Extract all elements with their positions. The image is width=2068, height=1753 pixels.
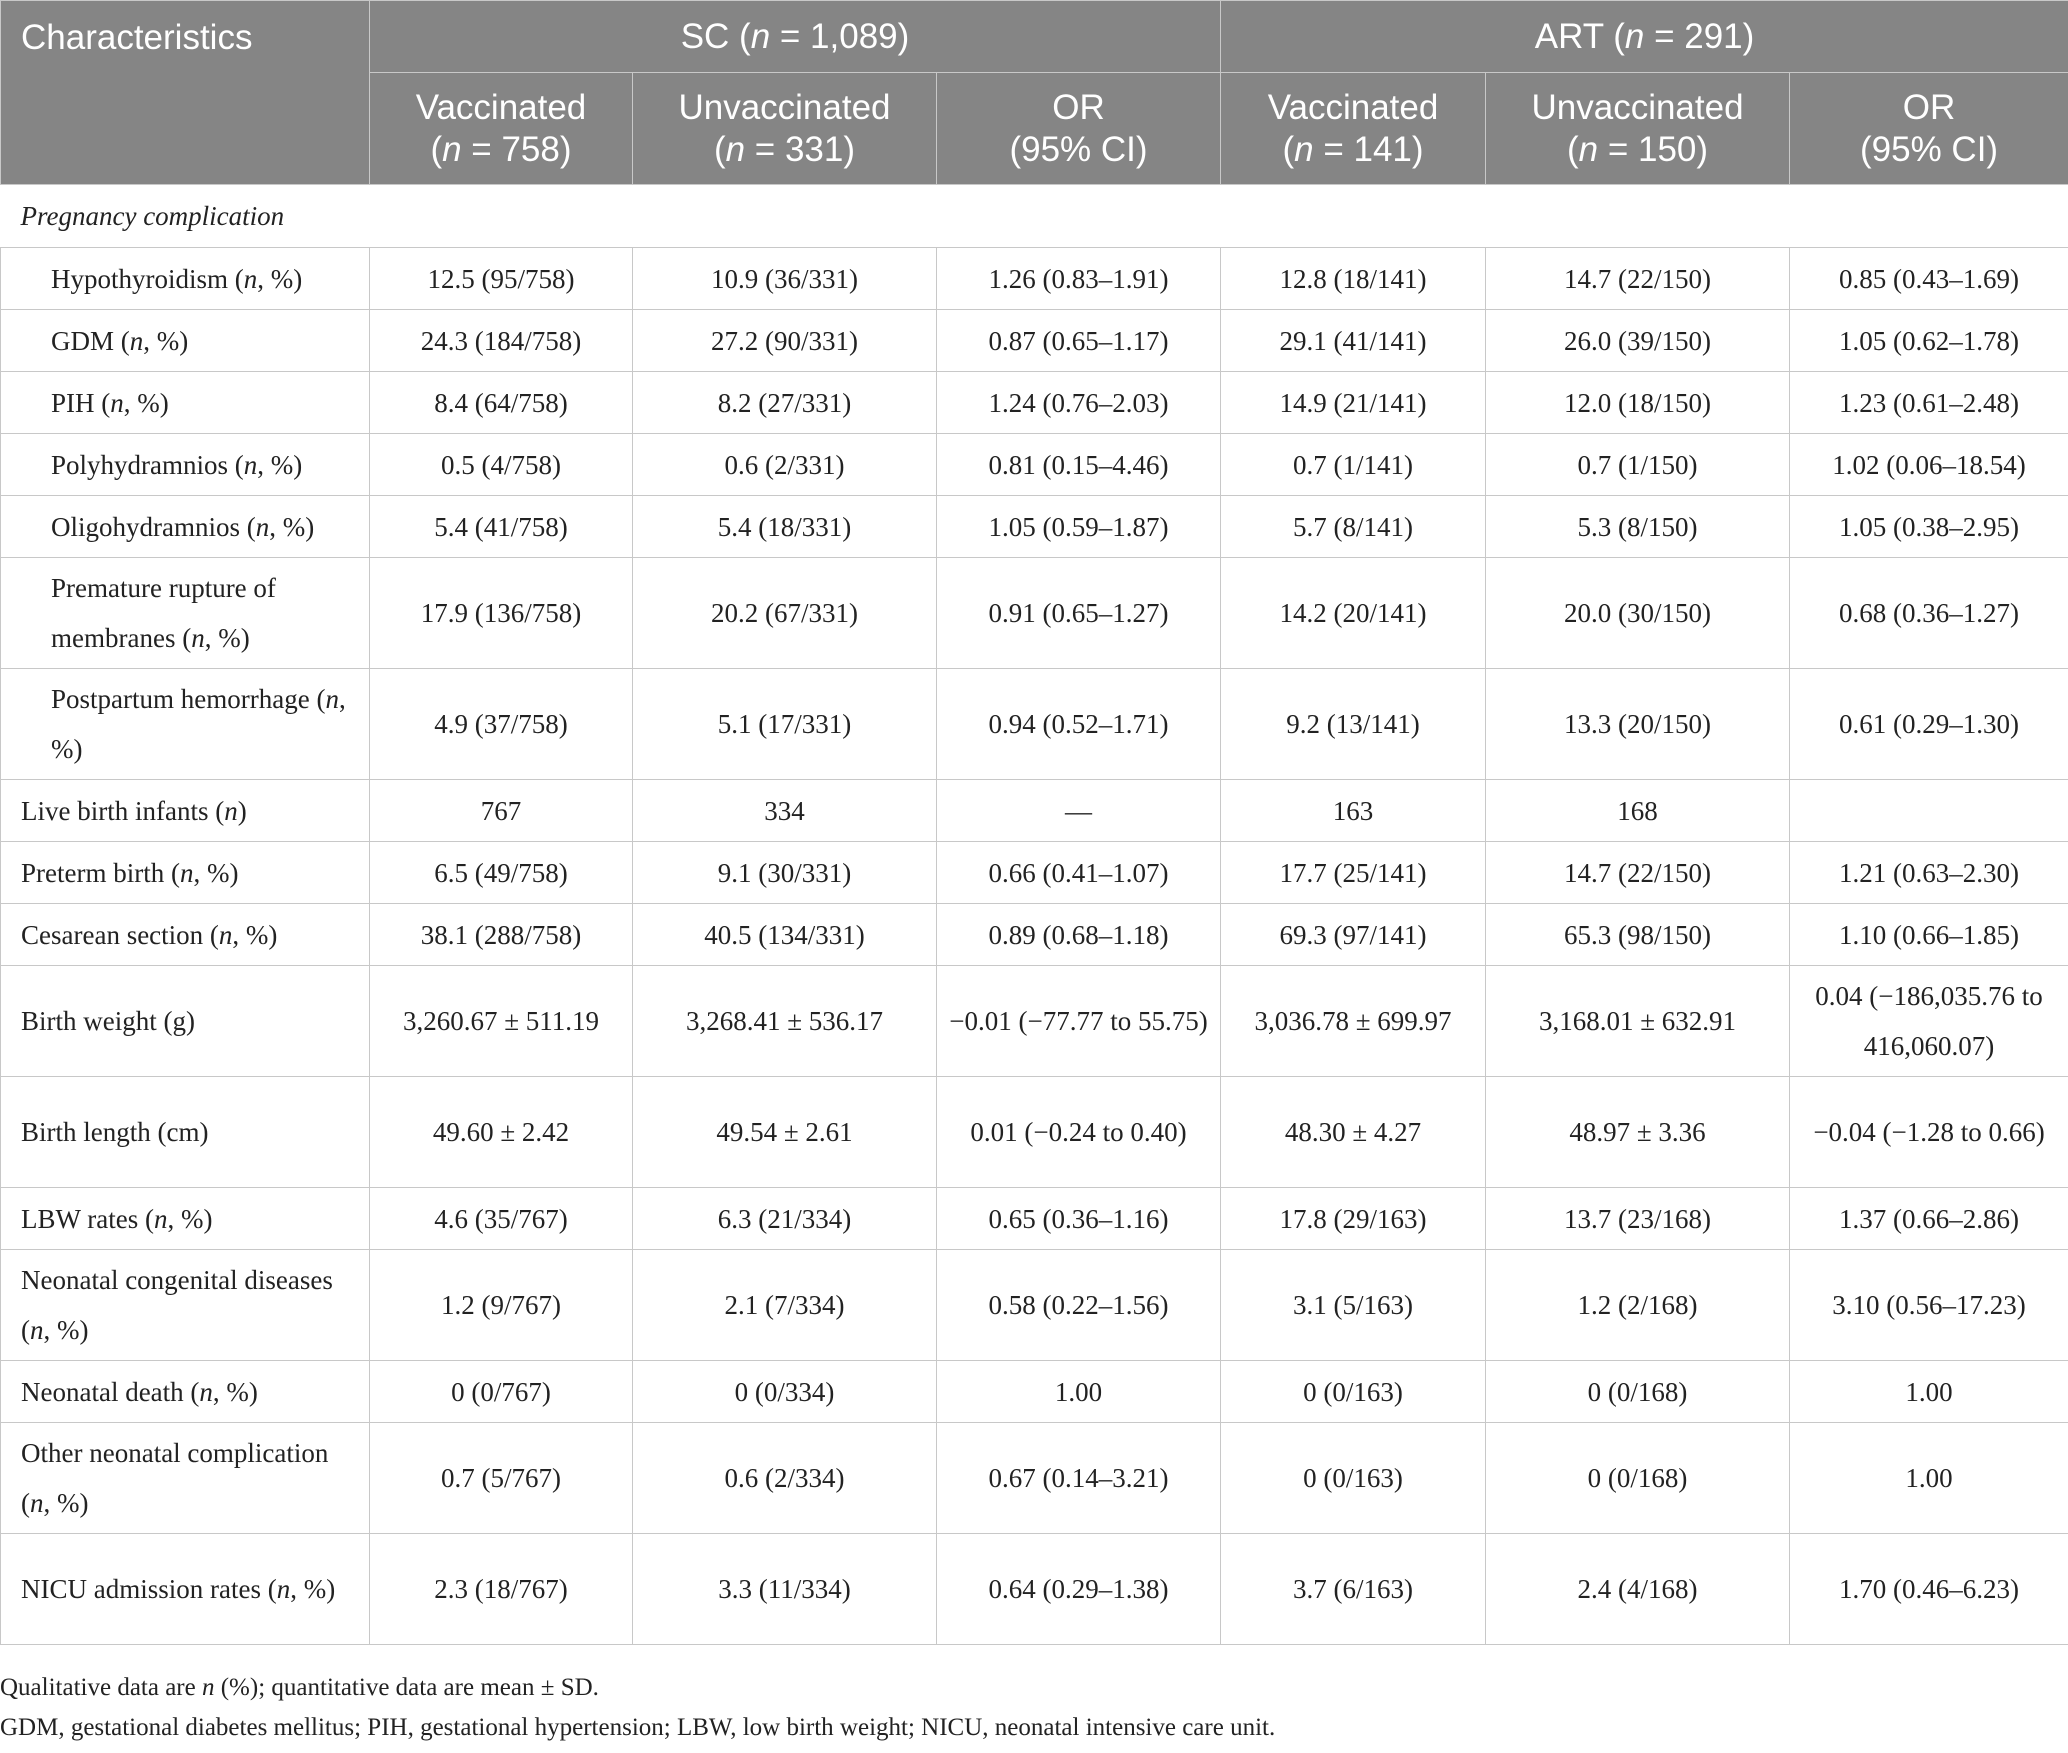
table-cell: 0 (0/163): [1221, 1423, 1486, 1534]
table-cell: 0 (0/334): [633, 1361, 937, 1423]
table-cell: 0.64 (0.29–1.38): [937, 1534, 1221, 1645]
table-row: [1, 310, 2068, 372]
row-label: Hypothyroidism (n, %): [1, 248, 370, 310]
table-cell: 17.8 (29/163): [1221, 1188, 1486, 1250]
table-body: [1, 185, 2068, 1645]
table-cell: 20.2 (67/331): [633, 558, 937, 669]
table-row: [1, 1188, 2068, 1250]
footnote-1: Qualitative data are n (%); quantitative data are mean ± SD.: [0, 1674, 599, 1701]
table-row: [1, 1077, 2068, 1188]
row-label: Cesarean section (n, %): [1, 904, 370, 966]
table-cell: 1.00: [1790, 1423, 2068, 1534]
table-row: [1, 966, 2068, 1077]
header-group-art: ART (n = 291): [1221, 1, 2068, 73]
table-cell: 0.7 (1/150): [1486, 434, 1790, 496]
table-cell: 5.3 (8/150): [1486, 496, 1790, 558]
table-cell: 1.2 (9/767): [370, 1250, 633, 1361]
table-cell: 26.0 (39/150): [1486, 310, 1790, 372]
table-cell: 0.66 (0.41–1.07): [937, 842, 1221, 904]
row-label: Postpartum hemorrhage (n, %): [1, 669, 370, 780]
table-cell: 1.10 (0.66–1.85): [1790, 904, 2068, 966]
table-cell: −0.04 (−1.28 to 0.66): [1790, 1077, 2068, 1188]
table-cell: 1.00: [1790, 1361, 2068, 1423]
table-cell: 3,260.67 ± 511.19: [370, 966, 633, 1077]
table-cell: 0.81 (0.15–4.46): [937, 434, 1221, 496]
table-cell: 0.58 (0.22–1.56): [937, 1250, 1221, 1361]
table-cell: 12.8 (18/141): [1221, 248, 1486, 310]
table-cell: 0.89 (0.68–1.18): [937, 904, 1221, 966]
table-row: [1, 1361, 2068, 1423]
row-label: Preterm birth (n, %): [1, 842, 370, 904]
table-cell: 168: [1486, 780, 1790, 842]
table-cell: 8.4 (64/758): [370, 372, 633, 434]
table-cell: 0 (0/767): [370, 1361, 633, 1423]
table-cell: 17.9 (136/758): [370, 558, 633, 669]
table-cell: 12.5 (95/758): [370, 248, 633, 310]
table-cell: 767: [370, 780, 633, 842]
table-row: [1, 842, 2068, 904]
table-cell: 0.5 (4/758): [370, 434, 633, 496]
table-row: [1, 1423, 2068, 1534]
table-footnotes: [0, 1668, 2068, 1748]
table-row: [1, 669, 2068, 780]
table-cell: 14.7 (22/150): [1486, 842, 1790, 904]
table-cell: 49.54 ± 2.61: [633, 1077, 937, 1188]
table-cell: 17.7 (25/141): [1221, 842, 1486, 904]
table-cell: 6.3 (21/334): [633, 1188, 937, 1250]
table-cell: 14.2 (20/141): [1221, 558, 1486, 669]
table-cell: 3,168.01 ± 632.91: [1486, 966, 1790, 1077]
header-subcol-0: Vaccinated (n = 758): [370, 73, 633, 185]
row-label: Polyhydramnios (n, %): [1, 434, 370, 496]
header-subcol-1: Unvaccinated (n = 331): [633, 73, 937, 185]
table-cell: −0.01 (−77.77 to 55.75): [937, 966, 1221, 1077]
table-cell: 0.67 (0.14–3.21): [937, 1423, 1221, 1534]
table-row: [1, 1534, 2068, 1645]
table-row: [1, 372, 2068, 434]
table-row: [1, 434, 2068, 496]
table-cell: 6.5 (49/758): [370, 842, 633, 904]
table-cell: 13.3 (20/150): [1486, 669, 1790, 780]
table-cell: 5.1 (17/331): [633, 669, 937, 780]
table-cell: 1.26 (0.83–1.91): [937, 248, 1221, 310]
table-cell: 9.1 (30/331): [633, 842, 937, 904]
row-label: GDM (n, %): [1, 310, 370, 372]
table-cell: 0.85 (0.43–1.69): [1790, 248, 2068, 310]
table-cell: 1.2 (2/168): [1486, 1250, 1790, 1361]
table-cell: 0 (0/168): [1486, 1361, 1790, 1423]
row-label: Birth length (cm): [1, 1077, 370, 1188]
header-subcol-3: Vaccinated (n = 141): [1221, 73, 1486, 185]
table-cell: 38.1 (288/758): [370, 904, 633, 966]
table-cell: 2.4 (4/168): [1486, 1534, 1790, 1645]
row-label: Premature rupture of membranes (n, %): [1, 558, 370, 669]
table-cell: 48.30 ± 4.27: [1221, 1077, 1486, 1188]
table-cell: 1.21 (0.63–2.30): [1790, 842, 2068, 904]
table-cell: 1.05 (0.62–1.78): [1790, 310, 2068, 372]
row-label: Neonatal death (n, %): [1, 1361, 370, 1423]
header-characteristics: Characteristics: [1, 1, 370, 185]
table-cell: 0.61 (0.29–1.30): [1790, 669, 2068, 780]
section-label: Pregnancy complication: [1, 185, 2068, 248]
table-cell: 13.7 (23/168): [1486, 1188, 1790, 1250]
table-cell: 14.9 (21/141): [1221, 372, 1486, 434]
table-cell: 0 (0/163): [1221, 1361, 1486, 1423]
table-cell: —: [937, 780, 1221, 842]
table-cell: 40.5 (134/331): [633, 904, 937, 966]
table-cell: 163: [1221, 780, 1486, 842]
table-cell: 1.00: [937, 1361, 1221, 1423]
table-cell: 65.3 (98/150): [1486, 904, 1790, 966]
table-cell: 3.1 (5/163): [1221, 1250, 1486, 1361]
table-cell: 5.4 (18/331): [633, 496, 937, 558]
table-cell: 0.91 (0.65–1.27): [937, 558, 1221, 669]
table-cell: 2.3 (18/767): [370, 1534, 633, 1645]
table-cell: 1.05 (0.38–2.95): [1790, 496, 2068, 558]
table-cell: 0.65 (0.36–1.16): [937, 1188, 1221, 1250]
table-cell: 49.60 ± 2.42: [370, 1077, 633, 1188]
table-row: [1, 558, 2068, 669]
row-label: LBW rates (n, %): [1, 1188, 370, 1250]
table-cell: 20.0 (30/150): [1486, 558, 1790, 669]
table-row: [1, 496, 2068, 558]
table-cell: 4.9 (37/758): [370, 669, 633, 780]
table-cell: 3.3 (11/334): [633, 1534, 937, 1645]
table-cell: 1.70 (0.46–6.23): [1790, 1534, 2068, 1645]
table-cell: 0.01 (−0.24 to 0.40): [937, 1077, 1221, 1188]
table-cell: 3.10 (0.56–17.23): [1790, 1250, 2068, 1361]
table-cell: 24.3 (184/758): [370, 310, 633, 372]
table-cell: 5.7 (8/141): [1221, 496, 1486, 558]
row-label: Birth weight (g): [1, 966, 370, 1077]
table-cell: 48.97 ± 3.36: [1486, 1077, 1790, 1188]
table-row: [1, 1250, 2068, 1361]
table-cell: 0.04 (−186,035.76 to 416,060.07): [1790, 966, 2068, 1077]
footnote-2: GDM, gestational diabetes mellitus; PIH, gestational hypertension; LBW, low birth weight; NICU, neonatal intensive care unit.: [0, 1714, 1276, 1741]
table-row: [1, 780, 2068, 842]
table-cell: 0.68 (0.36–1.27): [1790, 558, 2068, 669]
header-subcol-2: OR (95% CI): [937, 73, 1221, 185]
table-cell: 0 (0/168): [1486, 1423, 1790, 1534]
table-cell: 10.9 (36/331): [633, 248, 937, 310]
table-cell: 1.05 (0.59–1.87): [937, 496, 1221, 558]
row-label: Other neonatal complication (n, %): [1, 1423, 370, 1534]
table-cell: 14.7 (22/150): [1486, 248, 1790, 310]
table-cell: 0.6 (2/334): [633, 1423, 937, 1534]
header-subcol-4: Unvaccinated (n = 150): [1486, 73, 1790, 185]
table-cell: 1.02 (0.06–18.54): [1790, 434, 2068, 496]
table-cell: 334: [633, 780, 937, 842]
row-label: Oligohydramnios (n, %): [1, 496, 370, 558]
row-label: PIH (n, %): [1, 372, 370, 434]
table-cell: 3,036.78 ± 699.97: [1221, 966, 1486, 1077]
table-cell: 1.24 (0.76–2.03): [937, 372, 1221, 434]
table-cell: 1.37 (0.66–2.86): [1790, 1188, 2068, 1250]
table-row: [1, 248, 2068, 310]
table-cell: [1790, 780, 2068, 842]
row-label: NICU admission rates (n, %): [1, 1534, 370, 1645]
table-cell: 5.4 (41/758): [370, 496, 633, 558]
header-group-sc: SC (n = 1,089): [370, 1, 1221, 73]
table-cell: 0.7 (5/767): [370, 1423, 633, 1534]
table-cell: 2.1 (7/334): [633, 1250, 937, 1361]
table-cell: 9.2 (13/141): [1221, 669, 1486, 780]
row-label: Neonatal congenital diseases (n, %): [1, 1250, 370, 1361]
table-cell: 0.87 (0.65–1.17): [937, 310, 1221, 372]
table-cell: 0.6 (2/331): [633, 434, 937, 496]
table-cell: 8.2 (27/331): [633, 372, 937, 434]
table-row: [1, 904, 2068, 966]
header-row-groups: [1, 1, 2068, 73]
table-cell: 69.3 (97/141): [1221, 904, 1486, 966]
table-cell: 27.2 (90/331): [633, 310, 937, 372]
section-row: [1, 185, 2068, 248]
table-cell: 3.7 (6/163): [1221, 1534, 1486, 1645]
table-cell: 0.7 (1/141): [1221, 434, 1486, 496]
table-cell: 1.23 (0.61–2.48): [1790, 372, 2068, 434]
table-cell: 29.1 (41/141): [1221, 310, 1486, 372]
table-cell: 3,268.41 ± 536.17: [633, 966, 937, 1077]
header-subcol-5: OR (95% CI): [1790, 73, 2068, 185]
table-cell: 12.0 (18/150): [1486, 372, 1790, 434]
table-cell: 0.94 (0.52–1.71): [937, 669, 1221, 780]
row-label: Live birth infants (n): [1, 780, 370, 842]
table-cell: 4.6 (35/767): [370, 1188, 633, 1250]
